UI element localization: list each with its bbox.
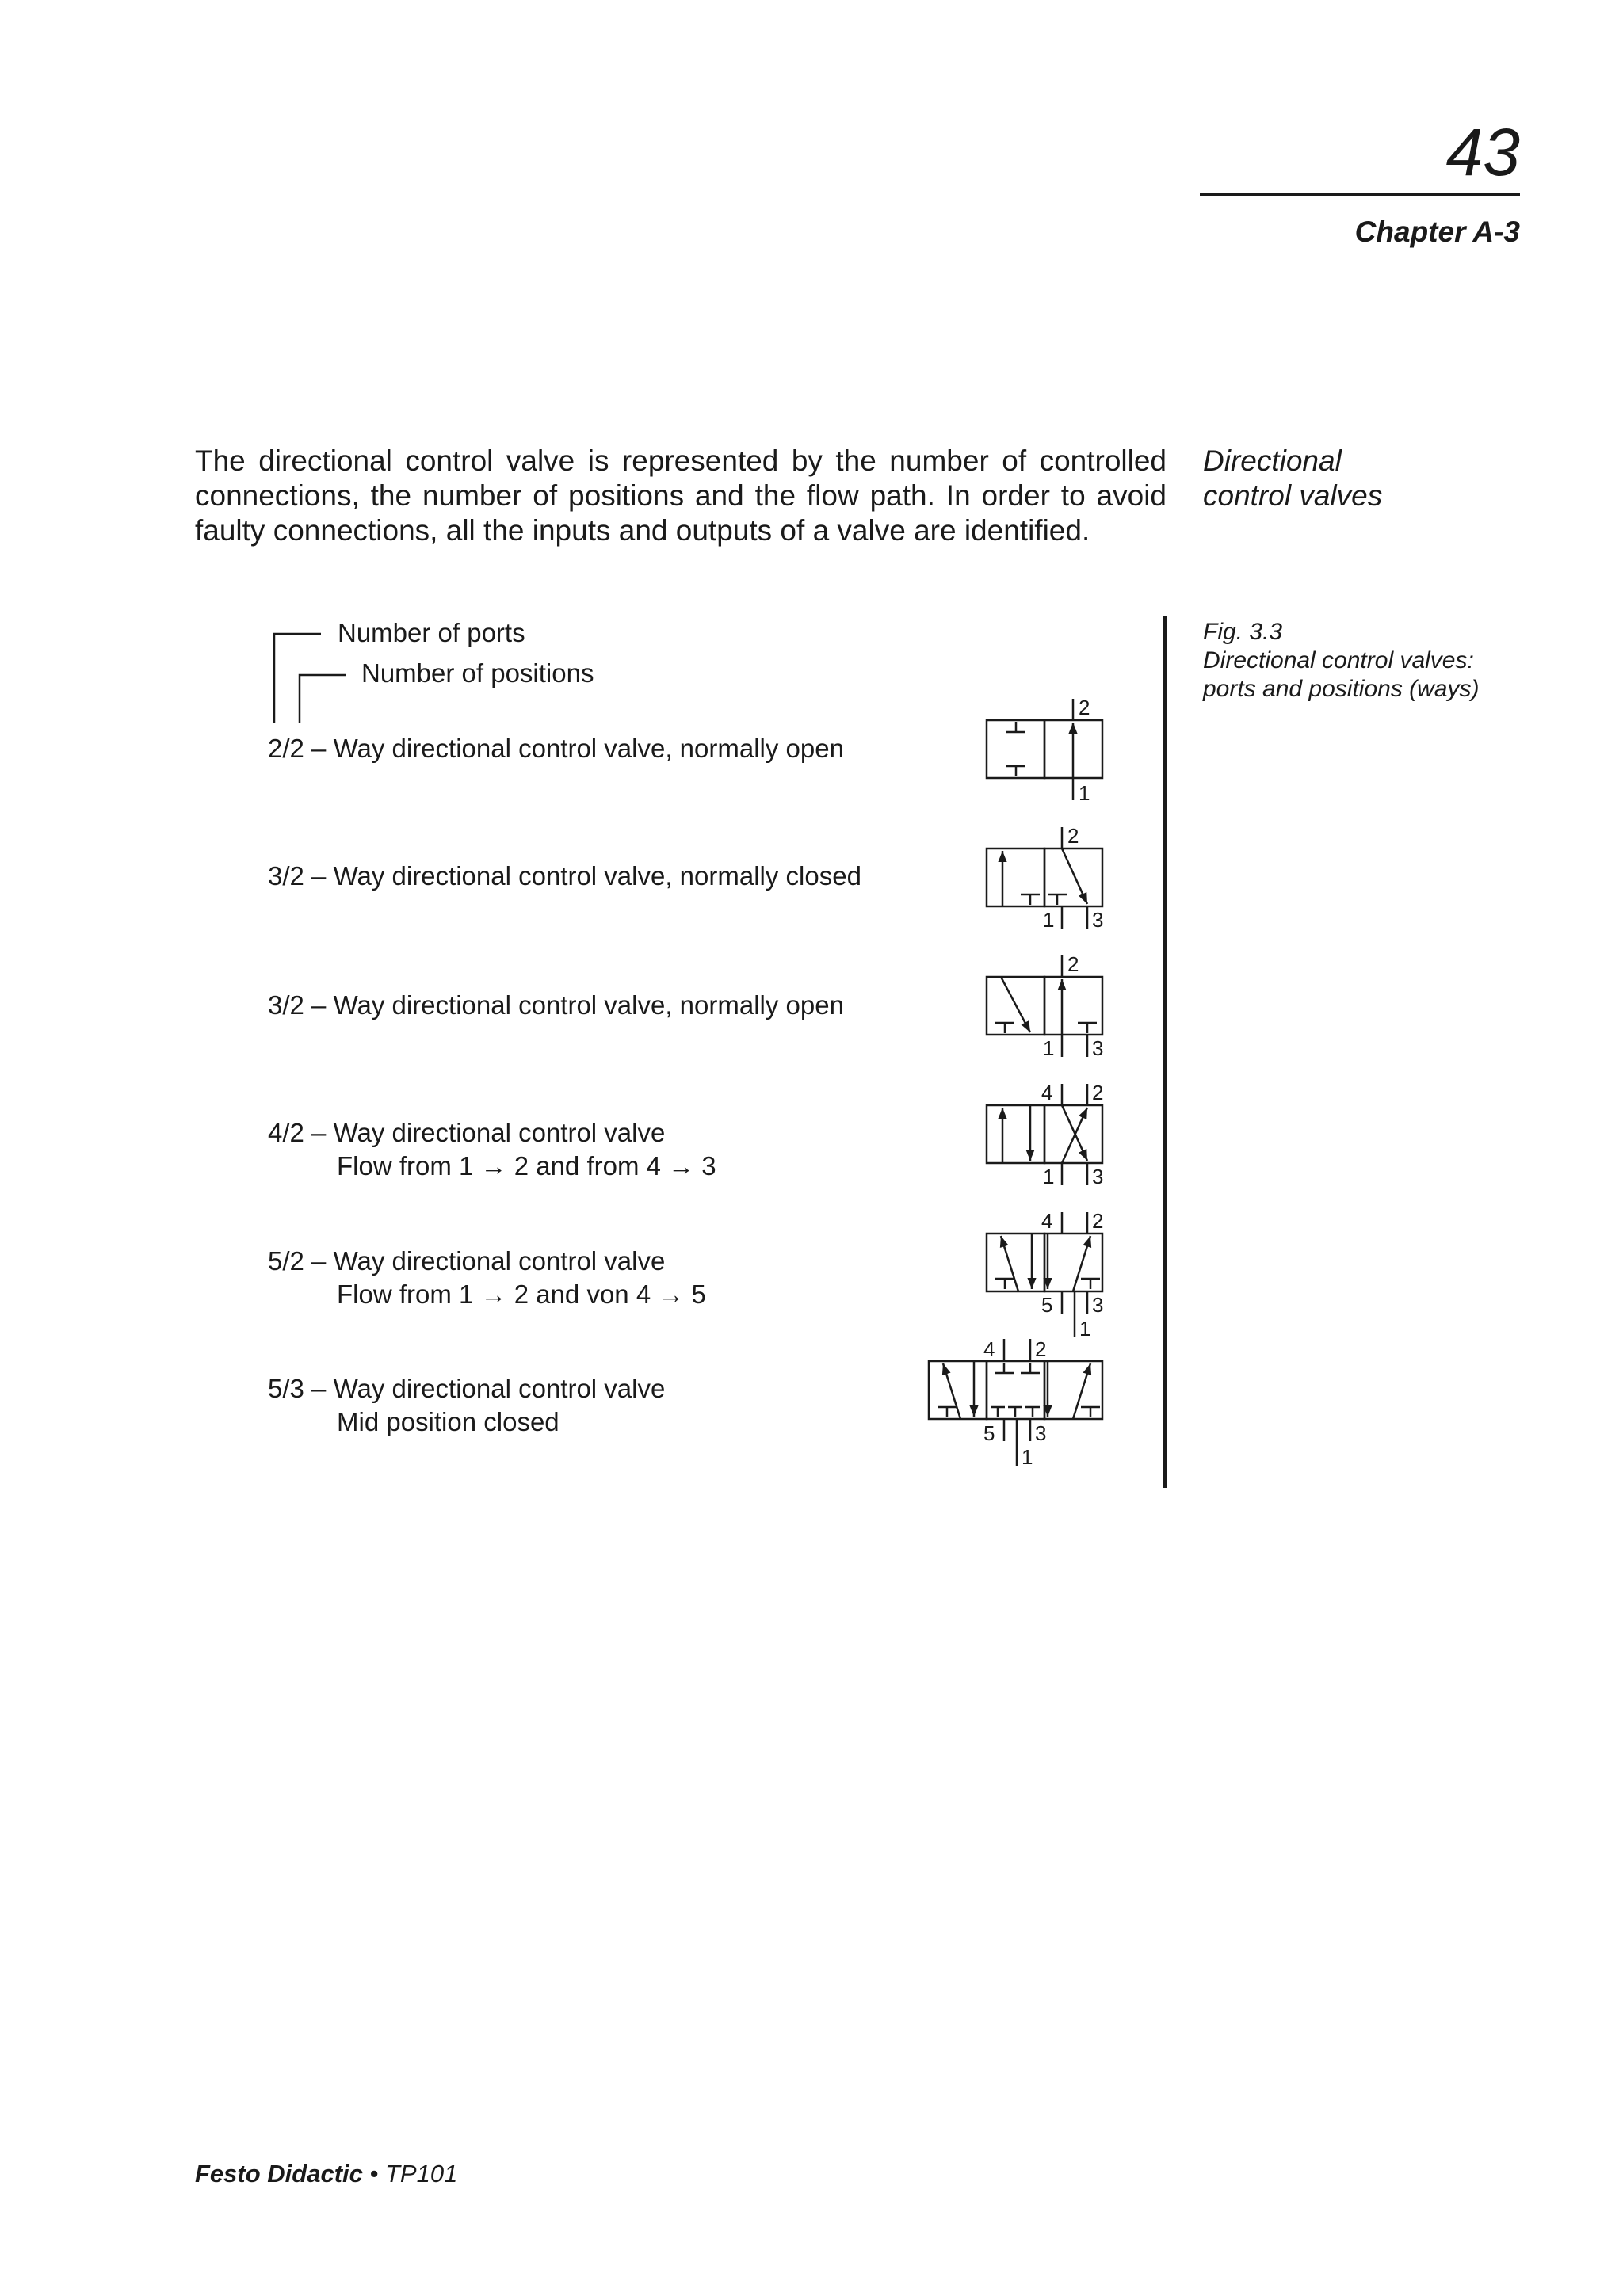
port-label: 4 (1041, 1209, 1053, 1233)
port-label: 1 (1022, 1445, 1033, 1469)
port-label: 3 (1035, 1421, 1047, 1445)
bracket-label-positions: Number of positions (361, 658, 594, 688)
margin-heading-line-1: Directional (1203, 444, 1342, 477)
valve-label-line: 4/2 – Way directional control valve (268, 1118, 666, 1147)
footer-code: TP101 (385, 2160, 458, 2187)
figure-caption-line-3: ports and positions (ways) (1203, 676, 1480, 702)
port-label: 2 (1092, 1209, 1104, 1233)
chapter-title: Chapter A-3 (1354, 215, 1520, 248)
valve-label-line: 2/2 – Way directional control valve, normally open (268, 734, 844, 763)
port-label: 1 (1079, 1317, 1091, 1341)
port-label: 2 (1067, 824, 1079, 848)
footer-publisher: Festo Didactic (195, 2160, 363, 2187)
port-label: 4 (983, 1337, 995, 1361)
valve-label-flow: Mid position closed (337, 1407, 559, 1436)
port-label: 5 (1041, 1293, 1053, 1317)
port-label: 3 (1092, 1165, 1104, 1188)
valve-label-line: 5/2 – Way directional control valve (268, 1246, 666, 1276)
bracket-positions-line (300, 675, 346, 723)
port-label: 3 (1092, 1293, 1104, 1317)
valve-label-line: 3/2 – Way directional control valve, normally open (268, 990, 844, 1020)
port-label: 3 (1092, 1036, 1104, 1060)
port-label: 2 (1035, 1337, 1047, 1361)
port-label: 1 (1043, 1036, 1055, 1060)
figure-caption-line-2: Directional control valves: (1203, 647, 1474, 673)
port-label: 1 (1043, 908, 1055, 932)
port-label: 2 (1079, 696, 1090, 719)
valve-symbol-5-3 (929, 1339, 1102, 1466)
figure-caption-number: Fig. 3.3 (1203, 619, 1283, 645)
port-label: 2 (1067, 952, 1079, 976)
footer-bullet: • (369, 2160, 379, 2187)
port-label: 4 (1041, 1081, 1053, 1104)
valve-label-flow: Flow from 1 → 2 and von 4 → 5 (337, 1280, 706, 1309)
bracket-ports-line (274, 634, 321, 723)
port-numbers (983, 696, 1103, 1469)
margin-heading-line-2: control valves (1203, 479, 1383, 512)
valve-label-flow: Flow from 1 → 2 and from 4 → 3 (337, 1151, 716, 1180)
port-label: 2 (1092, 1081, 1104, 1104)
valve-label-line: 5/3 – Way directional control valve (268, 1374, 666, 1403)
port-label: 1 (1043, 1165, 1055, 1188)
valve-label-line: 3/2 – Way directional control valve, normally closed (268, 861, 861, 891)
bracket-label-ports: Number of ports (338, 618, 525, 647)
page-number: 43 (1445, 115, 1520, 189)
port-label: 1 (1079, 781, 1090, 805)
port-label: 3 (1092, 908, 1104, 932)
port-label: 5 (983, 1421, 995, 1445)
footer (195, 2160, 457, 2188)
intro-paragraph: The directional control valve is represented by the number of controlled connections, the number of positions and the flow path. In order to avoid faulty connections, all the inputs and outputs of a valve are identified. (195, 444, 1167, 547)
